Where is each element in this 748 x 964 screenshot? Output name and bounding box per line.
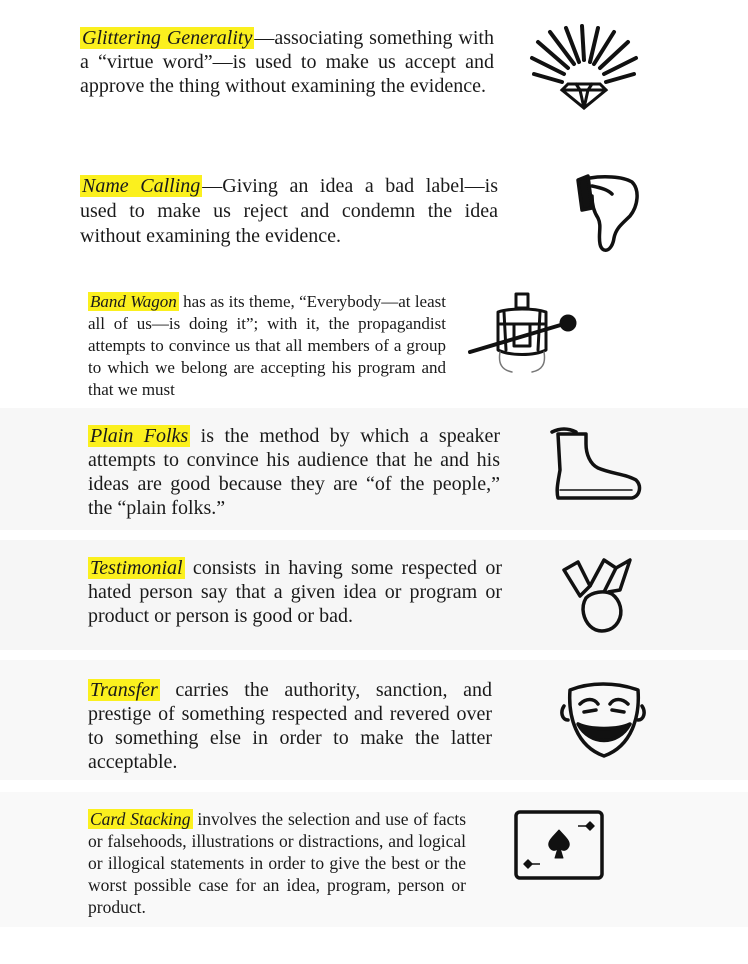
entry-band-wagon <box>88 291 446 401</box>
entry-glittering-generality <box>80 26 494 98</box>
drum-major-hat-icon <box>460 290 580 382</box>
playing-card-icon <box>512 808 606 882</box>
entry-text <box>80 174 498 249</box>
entry-term: Plain Folks <box>90 425 189 447</box>
entry-text <box>80 26 494 98</box>
entry-body: involves the selection and use of facts or falsehoods, illustrations or distractions, and logical or illogical statements in order to give the best or the worst possible case for an idea, program, person or product. <box>88 809 467 917</box>
boot-icon <box>546 424 646 508</box>
entry-body: has as its theme, “Everybody—at least all of us—is doing it”; with it, the propagandist attempts to convince us that all members of a group to which we belong are accepting his program and that we must <box>88 292 446 399</box>
ribbon-seal-icon <box>560 556 640 640</box>
entry-text <box>88 678 492 774</box>
entry-term: Glittering Generality <box>82 27 253 49</box>
entry-text <box>88 556 502 628</box>
entry-name-calling <box>80 174 498 249</box>
entry-term: Testimonial <box>90 557 183 579</box>
mask-icon <box>560 676 646 762</box>
entry-card-stacking <box>88 808 466 918</box>
entry-body: —Giving an idea a bad label—is used to make us reject and condemn the idea without examining the evidence. <box>80 175 498 247</box>
entry-term: Name Calling <box>82 175 201 197</box>
diamond-icon <box>524 24 644 114</box>
entry-term: Band Wagon <box>90 292 177 311</box>
entry-transfer <box>88 678 492 774</box>
entry-term: Card Stacking <box>90 809 191 829</box>
entry-text <box>88 291 446 401</box>
entry-term: Transfer <box>90 679 158 701</box>
entry-body: consists in having some respected or hated person say that a given idea or program or product or person is good or bad. <box>88 557 502 627</box>
thumbs-down-icon <box>572 172 644 258</box>
entry-body: carries the authority, sanction, and prestige of something respected and revered over to something else in order to make the latter acceptable. <box>88 679 492 773</box>
entry-plain-folks <box>88 424 500 520</box>
entry-body: —associating something with a “virtue word”—is used to make us accept and approve the thing without examining the evidence. <box>80 27 494 97</box>
entry-body: is the method by which a speaker attempts to convince his audience that he and his ideas are good because they are “of the people,” the “plain folks.” <box>88 425 500 519</box>
entry-text <box>88 808 466 918</box>
entry-testimonial <box>88 556 502 628</box>
entry-text <box>88 424 500 520</box>
